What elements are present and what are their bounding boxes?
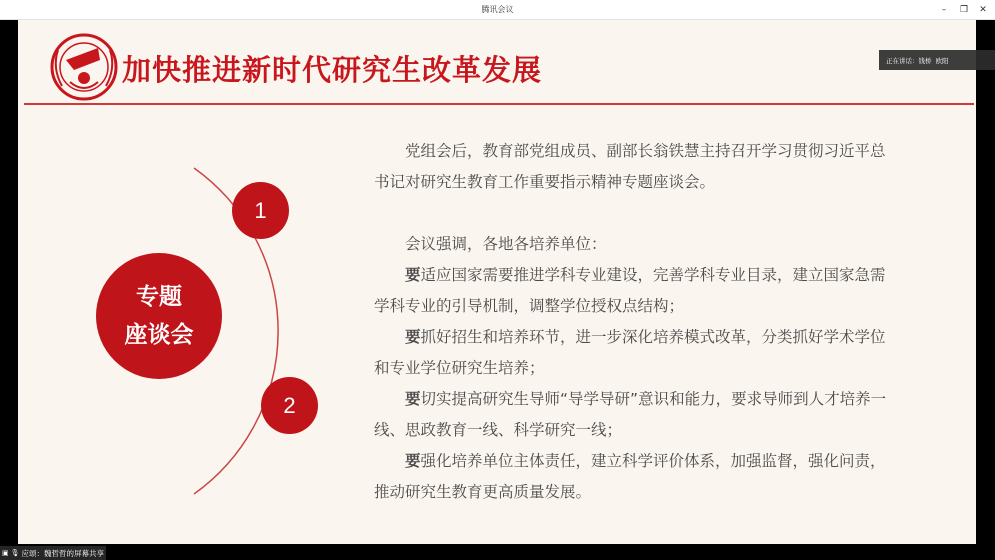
- topic-circle: [96, 253, 222, 379]
- shared-slide: [18, 20, 976, 544]
- topic-line-1: 专题: [136, 284, 182, 310]
- step-badge-1: 1: [232, 182, 289, 239]
- point-3-text: 切实提高研究生导师“导学导研”意识和能力，要求导师到人才培养一线、思政教育一线、科学研究一线；: [374, 390, 887, 439]
- speaking-label: 正在讲话：钱桥: [886, 56, 932, 65]
- step-badge-2: 2: [261, 377, 318, 434]
- point-1: [374, 260, 894, 322]
- paragraph-1: 党组会后，教育部党组成员、副部长翁铁慧主持召开学习贯彻习近平总书记对研究生教育工作重要指示精神专题座谈会。: [374, 142, 886, 191]
- screen-share-icon: ▣: [2, 549, 9, 557]
- active-speaker-indicator[interactable]: [879, 50, 995, 70]
- point-4-lead: 要: [405, 452, 421, 470]
- slide-body: [374, 136, 894, 508]
- close-button[interactable]: ✕: [979, 5, 987, 15]
- point-2-text: 抓好招生和培养环节，进一步深化培养模式改革，分类抓好学术学位和专业学位研究生培养；: [374, 328, 886, 377]
- point-1-lead: 要: [405, 266, 421, 284]
- screen-share-status-bar[interactable]: [0, 546, 106, 560]
- minimize-button[interactable]: –: [941, 5, 947, 15]
- speaking-name: 欧阳: [935, 56, 949, 65]
- intro-line: 会议强调，各地各培养单位：: [405, 235, 607, 253]
- point-2: [374, 322, 894, 384]
- point-2-lead: 要: [405, 328, 421, 346]
- decorative-arc: [18, 20, 418, 544]
- slide-title: 加快推进新时代研究生改革发展: [122, 53, 543, 87]
- topic-line-2: 座谈会: [124, 322, 194, 348]
- share-status-text: 应颂：魏哲哲的屏幕共享: [21, 548, 105, 558]
- point-4: [374, 446, 894, 508]
- restore-button[interactable]: ❐: [959, 5, 969, 15]
- window-titlebar: [0, 0, 995, 20]
- point-4-text: 强化培养单位主体责任，建立科学评价体系，加强监督，强化问责，推动研究生教育更高质量发展。: [374, 452, 886, 501]
- point-1-text: 适应国家需要推进学科专业建设，完善学科专业目录，建立国家急需学科专业的引导机制，调整学位授权点结构；: [374, 266, 886, 315]
- point-3-lead: 要: [405, 390, 421, 408]
- window-title: 腾讯会议: [481, 5, 514, 14]
- point-3: [374, 384, 894, 446]
- microphone-icon: 🎙: [10, 549, 20, 557]
